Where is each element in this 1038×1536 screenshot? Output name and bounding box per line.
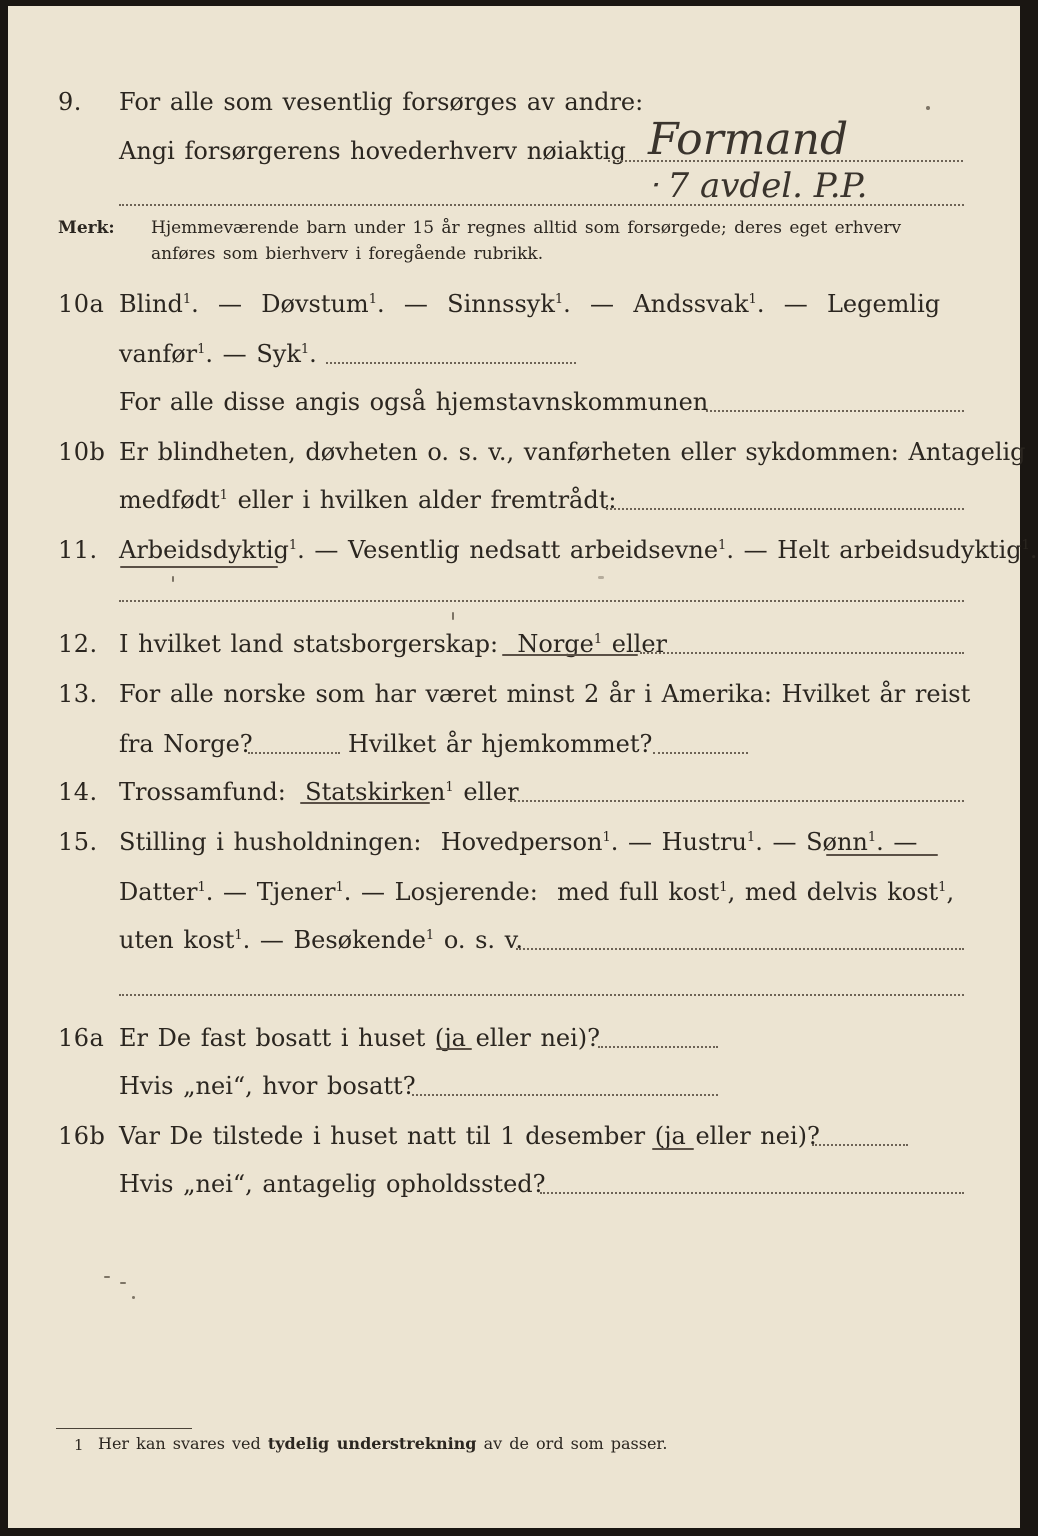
- q16b-answer-line-1: [812, 1144, 908, 1146]
- q9-handwritten-answer-2: ᐧ 7 avdel. P.P.: [648, 166, 868, 206]
- q15-handwritten-underline: [826, 854, 938, 856]
- item-number-11: 11.: [58, 536, 98, 564]
- q16a-answer-line-1: [598, 1046, 718, 1048]
- q14-answer-line: [510, 800, 964, 802]
- q14-handwritten-underline: [300, 802, 430, 804]
- q15-answer-line-1: [516, 948, 964, 950]
- paper-mark: [132, 1296, 135, 1299]
- q10b-line2: medfødt$^1$ eller i hvilken alder fremtrådt:: [119, 486, 617, 514]
- q9-line1: For alle som vesentlig forsørges av andre:: [119, 88, 644, 116]
- q16a-line2: Hvis „nei“, hvor bosatt?: [119, 1072, 416, 1100]
- item-number-13: 13.: [58, 680, 98, 708]
- q16a-handwritten-underline: [436, 1048, 472, 1050]
- q15-line2: Datter$^1$. — Tjener$^1$. — Losjerende: med full kost$^1$, med delvis kost$^1$,: [119, 878, 955, 906]
- q16b-answer-line-2: [540, 1192, 964, 1194]
- census-form-page: [8, 6, 1038, 1528]
- q12-handwritten-underline: [502, 654, 638, 656]
- q13-line1: For alle norske som har været minst 2 år i Amerika: Hvilket år reist: [119, 680, 971, 708]
- item-number-16b: 16b: [58, 1122, 106, 1150]
- item-number-9: 9.: [58, 88, 82, 116]
- note-line1: Hjemmeværende barn under 15 år regnes alltid som forsørgede; deres eget erhverv: [151, 218, 902, 238]
- q16b-line1: Var De tilstede i huset natt til 1 desember (ja eller nei)?: [119, 1122, 820, 1150]
- footnote-text: Her kan svares ved tydelig understrekning av de ord som passer.: [98, 1434, 668, 1453]
- item-number-12: 12.: [58, 630, 98, 658]
- q10a-answer-line-2: [706, 410, 964, 412]
- item-number-10a: 10a: [58, 290, 105, 318]
- paper-mark: [598, 576, 604, 579]
- note-label: Merk:: [58, 218, 115, 238]
- q10a-line1: Blind$^1$. — Døvstum$^1$. — Sinnssyk$^1$. — Andssvak$^1$. — Legemlig: [119, 290, 941, 318]
- footnote-marker: 1: [74, 1436, 84, 1454]
- q10b-line1: Er blindheten, døvheten o. s. v., vanførheten eller sykdommen: Antagelig: [119, 438, 1026, 466]
- item-number-15: 15.: [58, 828, 98, 856]
- paper-mark: [104, 1276, 110, 1278]
- q16a-answer-line-2: [412, 1094, 718, 1096]
- q10a-line3: For alle disse angis også hjemstavnskommunen: [119, 388, 709, 416]
- note-line2: anføres som bierhverv i foregående rubrikk.: [151, 244, 544, 264]
- q9-handwritten-answer: Formand: [648, 114, 849, 165]
- paper-mark: [172, 576, 174, 582]
- q16b-handwritten-underline: [652, 1148, 694, 1150]
- q9-line2: Angi forsørgerens hovederhverv nøiaktig: [119, 137, 626, 165]
- q15-line3: uten kost$^1$. — Besøkende$^1$ o. s. v.: [119, 926, 524, 954]
- paper-mark: [120, 1282, 126, 1284]
- q10a-line2: vanfør$^1$. — Syk$^1$.: [119, 340, 317, 368]
- q12-answer-line: [640, 652, 964, 654]
- q10a-answer-line: [326, 362, 576, 364]
- q16a-line1: Er De fast bosatt i huset (ja eller nei)?: [119, 1024, 601, 1052]
- q11-line1: Arbeidsdyktig$^1$. — Vesentlig nedsatt arbeidsevne$^1$. — Helt arbeidsudyktig$^1$.: [119, 536, 1038, 564]
- q10b-answer-line: [606, 508, 964, 510]
- q13-line2b: Hvilket år hjemkommet?: [348, 730, 653, 758]
- q11-answer-line: [119, 600, 964, 602]
- q13-answer-line-1: [248, 752, 340, 754]
- q13-line2a: fra Norge?: [119, 730, 253, 758]
- footnote-rule: [56, 1428, 192, 1429]
- item-number-16a: 16a: [58, 1024, 105, 1052]
- paper-mark: [452, 612, 454, 620]
- paper-mark: [926, 106, 930, 110]
- q13-answer-line-2: [653, 752, 748, 754]
- q14-line1: Trossamfund: Statskirken$^1$ eller: [119, 778, 519, 806]
- q15-line1: Stilling i husholdningen: Hovedperson$^1$. — Hustru$^1$. — Sønn$^1$. —: [119, 828, 918, 856]
- q12-line1: I hvilket land statsborgerskap: Norge$^1$ eller: [119, 630, 668, 658]
- q16b-line2: Hvis „nei“, antagelig opholdssted?: [119, 1170, 546, 1198]
- q11-handwritten-underline: [120, 566, 278, 568]
- item-number-14: 14.: [58, 778, 98, 806]
- q15-answer-line-2: [119, 994, 964, 996]
- item-number-10b: 10b: [58, 438, 106, 466]
